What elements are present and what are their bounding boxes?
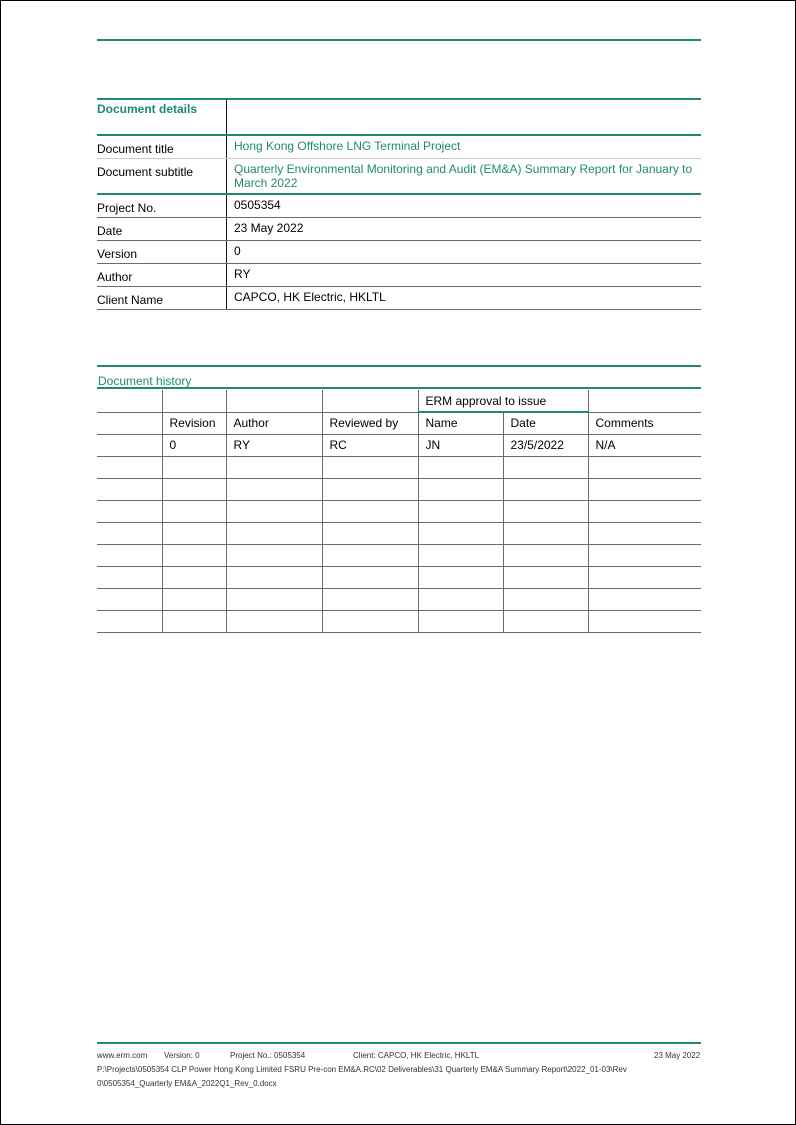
client-name-value: CAPCO, HK Electric, HKLTL (227, 286, 702, 309)
comments-cell: N/A (588, 434, 701, 456)
date-value: 23 May 2022 (227, 217, 702, 240)
document-title-label: Document title (97, 135, 227, 158)
footer-date: 23 May 2022 (654, 1051, 701, 1060)
name-cell: JN (418, 434, 503, 456)
history-heading-bar (97, 365, 701, 389)
empty-row (97, 522, 701, 544)
footer-path-line-1: P:\Projects\0505354 CLP Power Hong Kong Limited FSRU Pre-con EM&A.RC\02 Deliverables\31 Quarterly EM&A Summary Report\2022_01-03\Rev (97, 1065, 627, 1074)
empty-row (97, 500, 701, 522)
version-value: 0 (227, 240, 702, 263)
client-name-label: Client Name (97, 286, 227, 309)
document-title-value: Hong Kong Offshore LNG Terminal Project (227, 135, 702, 158)
author-value: RY (227, 263, 702, 286)
table-row (97, 434, 701, 456)
history-col-author: Author (226, 412, 322, 434)
header-rule (97, 39, 701, 41)
empty-row (97, 566, 701, 588)
history-col-date: Date (503, 412, 588, 434)
history-col-comments: Comments (588, 412, 701, 434)
document-history-table (97, 390, 701, 633)
version-label: Version (97, 240, 227, 263)
history-col-blank (97, 412, 162, 434)
history-heading: Document history (98, 374, 192, 388)
history-row-erm (97, 390, 701, 412)
history-col-reviewed-by: Reviewed by (322, 412, 418, 434)
document-subtitle-label: Document subtitle (97, 158, 227, 194)
footer-client: Client: CAPCO, HK Electric, HKLTL (353, 1051, 480, 1060)
footer-website[interactable]: www.erm.com (97, 1051, 148, 1060)
project-no-value: 0505354 (227, 194, 702, 217)
empty-row (97, 478, 701, 500)
empty-row (97, 456, 701, 478)
erm-approval-header: ERM approval to issue (418, 390, 588, 412)
history-col-name: Name (418, 412, 503, 434)
reviewed-by-cell: RC (322, 434, 418, 456)
document-details-table (97, 98, 701, 310)
subtitle-line-2: March 2022 (234, 175, 298, 190)
date-cell: 23/5/2022 (503, 434, 588, 456)
empty-row (97, 544, 701, 566)
empty-row (97, 588, 701, 610)
footer-project: Project No.: 0505354 (230, 1051, 306, 1060)
project-no-label: Project No. (97, 194, 227, 217)
date-label: Date (97, 217, 227, 240)
author-cell: RY (226, 434, 322, 456)
footer-version: Version: 0 (164, 1051, 200, 1060)
author-label: Author (97, 263, 227, 286)
footer-rule (97, 1042, 701, 1044)
revision-cell: 0 (162, 434, 226, 456)
subtitle-line-1: Quarterly Environmental Monitoring and Audit (EM&A) Summary Report for January to (234, 161, 693, 176)
footer-path-line-2: 0\0505354_Quarterly EM&A_2022Q1_Rev_0.docx (97, 1079, 277, 1088)
details-heading: Document details (97, 99, 227, 135)
document-subtitle-value (227, 158, 702, 194)
history-header-row (97, 412, 701, 434)
empty-row (97, 610, 701, 632)
history-col-revision: Revision (162, 412, 226, 434)
